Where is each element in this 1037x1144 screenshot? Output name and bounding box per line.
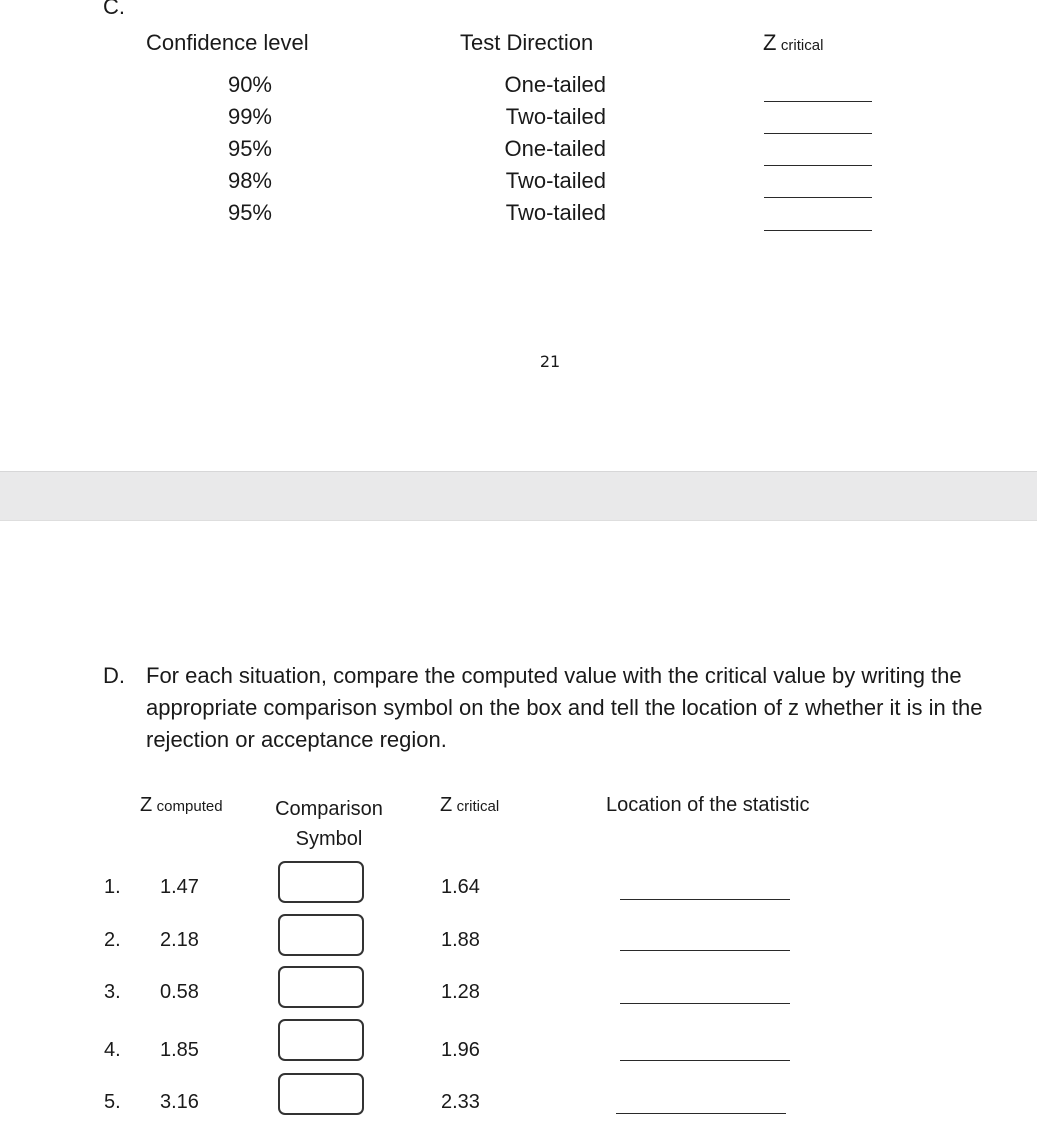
d-row-4-z-critical: 1.96 bbox=[441, 1039, 480, 1061]
d-row-2-z-computed: 2.18 bbox=[160, 929, 199, 951]
d-row-3-z-computed: 0.58 bbox=[160, 981, 199, 1003]
d-row-5-number: 5. bbox=[104, 1091, 121, 1113]
d-row-5-z-critical: 2.33 bbox=[441, 1091, 480, 1113]
section-d-instruction: For each situation, compare the computed value with the critical value by writing the appropriate comparison symbol on the box and tell the location of z whether it is in the rejection or acceptance region. bbox=[146, 663, 983, 752]
c-row-3-confidence: 95% bbox=[227, 136, 272, 161]
d-row-4-z-computed: 1.85 bbox=[160, 1039, 199, 1061]
d-row-2-z-critical: 1.88 bbox=[441, 929, 480, 951]
d-row-2-location-line[interactable] bbox=[620, 950, 790, 951]
z-subscript: computed bbox=[156, 798, 223, 815]
d-row-3-number: 3. bbox=[104, 981, 121, 1003]
d-row-1-comparison-box[interactable] bbox=[278, 861, 364, 903]
d-row-3-z-critical: 1.28 bbox=[441, 981, 480, 1003]
d-row-1-z-critical: 1.64 bbox=[441, 876, 480, 898]
d-row-1-location-line[interactable] bbox=[620, 899, 790, 900]
d-row-2-comparison-box[interactable] bbox=[278, 914, 364, 956]
d-row-5-location-line[interactable] bbox=[616, 1113, 786, 1114]
location-header: Location of the statistic bbox=[606, 794, 810, 816]
comparison-symbol-header bbox=[264, 794, 394, 854]
c-row-3-answer-line[interactable] bbox=[764, 165, 872, 166]
page-number: 21 bbox=[539, 352, 561, 371]
z-letter: Z bbox=[763, 30, 777, 55]
z-computed-header bbox=[140, 794, 223, 817]
page-separator bbox=[0, 471, 1037, 521]
c-row-4-direction: Two-tailed bbox=[505, 168, 606, 193]
d-row-5-comparison-box[interactable] bbox=[278, 1073, 364, 1115]
c-row-2-confidence: 99% bbox=[227, 104, 272, 129]
z-critical-header bbox=[763, 30, 823, 56]
section-d-letter: D. bbox=[103, 663, 125, 688]
z-subscript: critical bbox=[456, 798, 500, 815]
c-row-2-answer-line[interactable] bbox=[764, 133, 872, 134]
comparison-header-line1: Comparison bbox=[275, 798, 383, 820]
c-row-3-direction: One-tailed bbox=[504, 136, 606, 161]
d-row-1-number: 1. bbox=[104, 876, 121, 898]
z-letter: Z bbox=[440, 794, 453, 816]
c-row-2-direction: Two-tailed bbox=[505, 104, 606, 129]
c-row-5-answer-line[interactable] bbox=[764, 230, 872, 231]
test-direction-header: Test Direction bbox=[460, 30, 594, 55]
c-row-5-confidence: 95% bbox=[227, 200, 272, 225]
d-row-1-z-computed: 1.47 bbox=[160, 876, 199, 898]
d-row-3-comparison-box[interactable] bbox=[278, 966, 364, 1008]
confidence-level-header: Confidence level bbox=[146, 30, 309, 55]
z-letter: Z bbox=[140, 794, 153, 816]
z-critical-header-d bbox=[440, 794, 499, 817]
c-row-4-answer-line[interactable] bbox=[764, 197, 872, 198]
c-row-1-direction: One-tailed bbox=[504, 72, 606, 97]
c-row-1-answer-line[interactable] bbox=[764, 101, 872, 102]
z-subscript: critical bbox=[780, 37, 824, 54]
d-row-5-z-computed: 3.16 bbox=[160, 1091, 199, 1113]
d-row-3-location-line[interactable] bbox=[620, 1003, 790, 1004]
d-row-4-number: 4. bbox=[104, 1039, 121, 1061]
section-c-letter: C. bbox=[103, 0, 125, 19]
comparison-header-line2: Symbol bbox=[295, 828, 363, 850]
d-row-4-comparison-box[interactable] bbox=[278, 1019, 364, 1061]
c-row-1-confidence: 90% bbox=[227, 72, 272, 97]
d-row-4-location-line[interactable] bbox=[620, 1060, 790, 1061]
c-row-4-confidence: 98% bbox=[227, 168, 272, 193]
c-row-5-direction: Two-tailed bbox=[505, 200, 606, 225]
d-row-2-number: 2. bbox=[104, 929, 121, 951]
